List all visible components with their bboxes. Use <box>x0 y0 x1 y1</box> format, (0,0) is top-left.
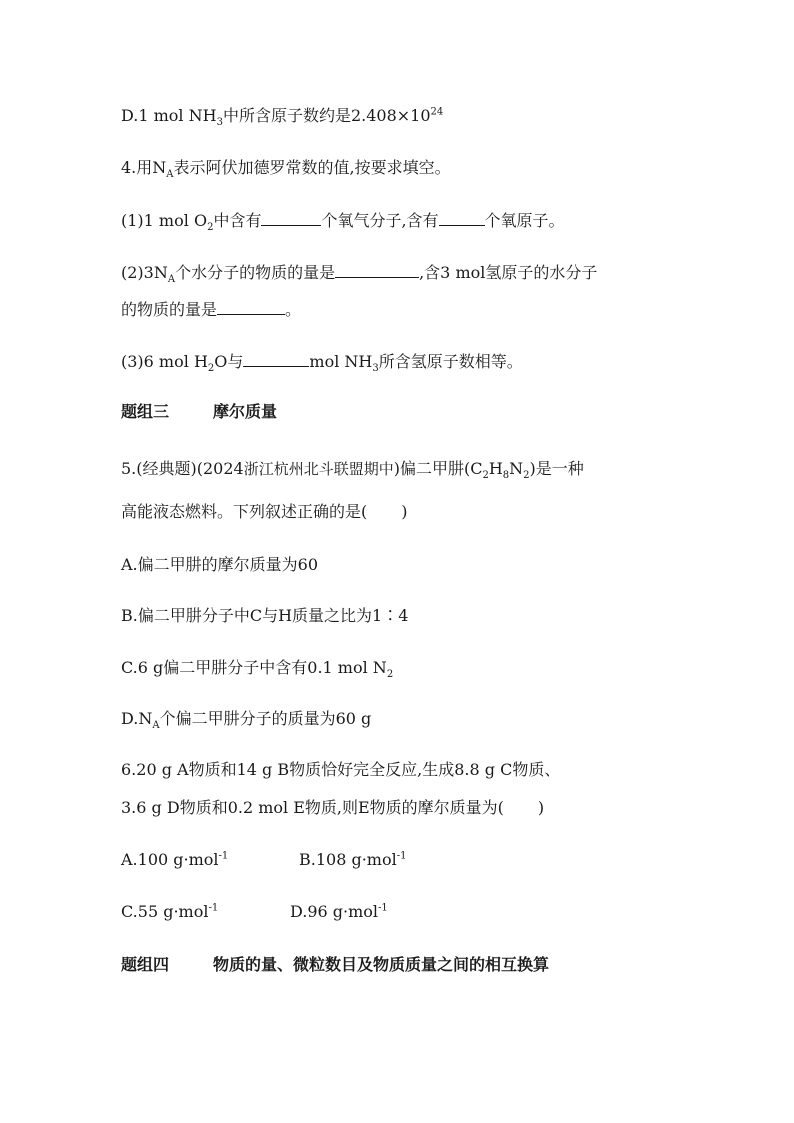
group-three-heading <box>121 401 277 423</box>
text: 个水分子的物质的量是 <box>175 263 336 282</box>
text: (2)3N <box>121 263 168 282</box>
option-text: C.6 g偏二甲肼分子中含有0.1 mol N <box>121 658 387 677</box>
subscript: 2 <box>482 470 489 482</box>
answer-blank[interactable] <box>243 349 309 367</box>
subscript: 2 <box>386 669 394 681</box>
superscript: 24 <box>430 106 444 118</box>
superscript: -1 <box>396 850 407 862</box>
text: 高能液态燃料。下列叙述正确的是( <box>121 502 368 521</box>
text: )是一种 <box>529 459 584 478</box>
q5-option-c[interactable] <box>121 657 393 679</box>
option-text: D.N <box>121 709 153 728</box>
group-title: 物质的量、微粒数目及物质质量之间的相互换算 <box>213 955 550 974</box>
group-label: 题组三 <box>121 402 170 421</box>
group-four-heading <box>121 954 549 976</box>
text: ) <box>401 502 408 521</box>
source-label: 浙江杭州北斗联盟期中 <box>243 460 394 478</box>
q5-option-a[interactable] <box>121 554 318 576</box>
superscript: -1 <box>208 902 219 914</box>
group-title: 摩尔质量 <box>213 402 278 421</box>
text: H <box>488 459 503 478</box>
q5-option-b[interactable] <box>121 605 408 627</box>
option-text: 个偏二甲肼分子的质量为60 g <box>159 709 372 728</box>
option-text: B.108 g·mol <box>299 850 397 869</box>
group-label: 题组四 <box>121 955 170 974</box>
subscript: A <box>152 720 160 732</box>
text: 中含有 <box>213 211 262 230</box>
subscript: 8 <box>502 470 510 482</box>
text: 表示阿伏加德罗常数的值,按要求填空。 <box>173 158 451 177</box>
q6-option-d[interactable] <box>290 901 388 923</box>
subscript: A <box>166 169 174 181</box>
text: 4.用N <box>121 158 167 177</box>
q6-stem-line2 <box>121 797 544 819</box>
q5-option-d[interactable] <box>121 708 371 730</box>
text: ) <box>537 798 545 817</box>
option-text: B.偏二甲肼分子中C与H质量之比为1∶4 <box>121 606 409 625</box>
superscript: -1 <box>218 850 229 862</box>
text: D.1 mol NH <box>121 106 217 125</box>
q4-part-1 <box>121 208 565 232</box>
text: 的物质的量是 <box>121 300 218 319</box>
text: N <box>509 459 524 478</box>
subscript: 3 <box>372 363 379 375</box>
text: )偏二甲肼(C <box>393 459 483 478</box>
q6-options-cd <box>121 901 388 923</box>
text: 中所含原子数约是2.408×10 <box>222 106 431 125</box>
option-text: A.100 g·mol <box>121 850 219 869</box>
q4-part-2-line2 <box>121 297 301 321</box>
text: 个氧原子。 <box>484 211 565 230</box>
q3-option-d <box>121 105 443 127</box>
q5-stem-line1 <box>121 458 584 480</box>
text: 所含氢原子数相等。 <box>378 352 523 371</box>
text: (1)1 mol O <box>121 211 208 230</box>
superscript: -1 <box>378 902 388 914</box>
subscript: 2 <box>207 222 214 234</box>
subscript: 3 <box>216 117 223 129</box>
q4-part-2-line1 <box>121 260 597 284</box>
text: O与 <box>214 352 244 371</box>
answer-blank[interactable] <box>335 260 419 278</box>
text: 3.6 g D物质和0.2 mol E物质,则E物质的摩尔质量为( <box>121 798 504 817</box>
q6-option-a[interactable] <box>121 849 299 871</box>
text: mol NH <box>309 352 373 371</box>
q6-option-c[interactable] <box>121 901 290 923</box>
q5-stem-line2 <box>121 501 408 523</box>
option-text: A.偏二甲肼的摩尔质量为60 <box>121 555 319 574</box>
text: 6.20 g A物质和14 g B物质恰好完全反应,生成8.8 g C物质、 <box>121 760 561 779</box>
q6-option-b[interactable] <box>299 849 406 871</box>
q4-part-3 <box>121 349 523 373</box>
answer-blank[interactable] <box>217 297 285 315</box>
subscript: 2 <box>207 363 215 375</box>
subscript: A <box>167 274 176 286</box>
option-text: C.55 g·mol <box>121 902 209 921</box>
text: 。 <box>285 300 302 319</box>
q4-stem <box>121 157 451 179</box>
answer-blank[interactable] <box>261 208 321 226</box>
text: (3)6 mol H <box>121 352 208 371</box>
text: 个氧气分子,含有 <box>321 211 439 230</box>
answer-blank[interactable] <box>439 208 485 226</box>
text: 5.(经典题)(2024 <box>121 459 244 478</box>
text: ,含3 mol氢原子的水分子 <box>419 263 598 282</box>
option-text: D.96 g·mol <box>290 902 379 921</box>
q6-stem-line1 <box>121 759 560 781</box>
subscript: 2 <box>523 470 530 482</box>
q6-options-ab <box>121 849 406 871</box>
